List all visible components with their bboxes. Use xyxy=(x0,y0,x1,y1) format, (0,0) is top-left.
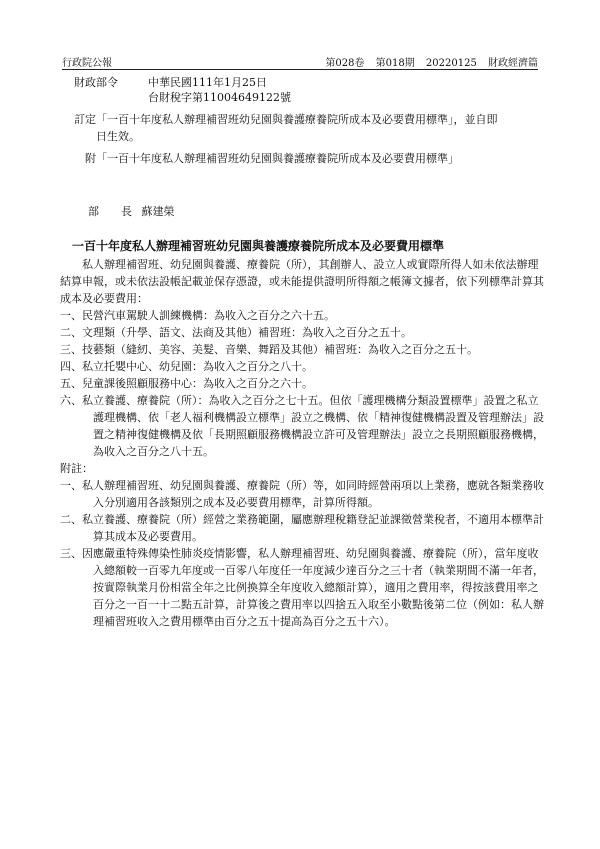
item-list xyxy=(60,307,544,460)
list-item xyxy=(60,358,544,375)
item-text: 設置之私立護理機構、依「老人福利機構設立標準」設立之機構、依「精神復健機構 xyxy=(93,394,539,424)
order-doc-number: 台財稅字第11004649122號 xyxy=(148,91,291,104)
issue-info xyxy=(317,54,538,69)
list-item xyxy=(60,307,544,324)
order-date: 中華民國111年1月25日 xyxy=(148,76,267,89)
intro-line: 私人辦理補習班、幼兒園與養護、療養院（所），其創辦人、設立人或實際所得人如 xyxy=(82,258,484,271)
list-item xyxy=(60,324,544,341)
note-item xyxy=(60,511,544,545)
note-text: 各類業務收入分別適用各該類別之成本及必要費用標準，計算所得額。 xyxy=(93,479,544,509)
signature xyxy=(88,203,175,219)
intro-paragraph xyxy=(60,256,544,307)
signature-title: 部 長 xyxy=(88,205,132,218)
attachment-line: 附「一百十年度私人辦理補習班幼兒園與養護療養院所成本及必要費用標準」 xyxy=(85,152,459,165)
note-text: 提高為百分之五十六）。 xyxy=(280,615,396,628)
item-text: 設置及管理辦法」設置之精神復健機構及依「長期照顧服務機構設立許可及管理辦 xyxy=(93,411,544,441)
list-item xyxy=(60,375,544,392)
gazette-header xyxy=(62,54,538,70)
list-item xyxy=(60,341,544,358)
note-text: 三、因應嚴重特殊傳染性肺炎疫情影響，私人辦理補習班、幼兒園與養護、療養院 xyxy=(60,547,456,560)
note-text: 用本標準計算其成本及必要費用。 xyxy=(93,513,544,543)
note-text: （所），當年度收入總額較一百零九年度或一百零八年度任一年度減少達百分之三十 xyxy=(93,547,539,577)
notes-list xyxy=(60,477,544,630)
note-text: 算），適用之費用率，得按該費用率之百分之一百一十二點五計算，計算後之費用率以 xyxy=(93,581,539,611)
note-text: 一、私人辦理補習班、幼兒園與養護、療養院（所）等，如同時經營兩項以上業務，應就 xyxy=(60,479,489,492)
standard-title: 一百十年度私人辦理補習班幼兒園與養護療養院所成本及必要費用標準 xyxy=(72,239,445,253)
header-divider xyxy=(62,69,538,70)
item-text: 二、文理類（升學、語文、法商及其他）補習班：為收入之百分之五十。 xyxy=(60,326,412,339)
item-text: 五、兒童課後照顧服務中心：為收入之百分之六十。 xyxy=(60,377,313,390)
intro-line: 者，依下列標準計算其成本及必要費用： xyxy=(60,275,544,305)
order-issuer: 財政部令 xyxy=(74,76,118,89)
decree-line: 訂定「一百十年度私人辦理補習班幼兒園與養護療養院所成本及必要費用標準」，並自即 xyxy=(74,113,498,126)
item-text: 六、私立養護、療養院（所）：為收入之百分之七十五。但依「護理機構分類設置標準」 xyxy=(60,394,484,407)
item-text: 法」設立之長期照顧服務機構，為收入之百分之八十五。 xyxy=(93,428,544,458)
item-text: 四、私立托嬰中心、幼兒園：為收入之百分之八十。 xyxy=(60,360,313,373)
note-item xyxy=(60,477,544,511)
decree-line: 日生效。 xyxy=(96,130,140,143)
volume-number: 第028卷 xyxy=(325,58,365,69)
notes-heading: 附註： xyxy=(60,462,93,475)
note-text: 者（執業期間不滿一年者，按實際執業月份相當全年之比例換算全年度收入總額計 xyxy=(93,564,544,594)
signature-name: 蘇建榮 xyxy=(141,205,175,218)
note-item xyxy=(60,545,544,630)
standard-body xyxy=(60,256,544,630)
publication-name: 行政院公報 xyxy=(62,58,112,69)
item-text: 三、技藝類（縫紉、美容、美髮、音樂、舞蹈及其他）補習班：為收入之百分之五十。 xyxy=(60,343,478,356)
decree-text xyxy=(74,111,544,145)
issue-date: 20220125 xyxy=(425,58,477,69)
section-name: 財政經濟篇 xyxy=(488,58,538,69)
note-text: 二、私立養護、療養院（所）經營之業務範圍，屬應辦理稅籍登記並課徵營業稅者，不適 xyxy=(60,513,489,526)
issue-number: 第018期 xyxy=(375,58,415,69)
list-item xyxy=(60,392,544,460)
intro-line: 未依法辦理結算申報，或未依法設帳記載並保存憑證，或未能提供證明所得額之帳簿文據 xyxy=(60,258,539,288)
item-text: 一、民營汽車駕駛人訓練機構：為收入之百分之六十五。 xyxy=(60,309,335,322)
note-text: 四捨五入取至小數點後第二位（例如：私人辦理補習班收入之費用標準由百分之五十 xyxy=(93,598,544,628)
